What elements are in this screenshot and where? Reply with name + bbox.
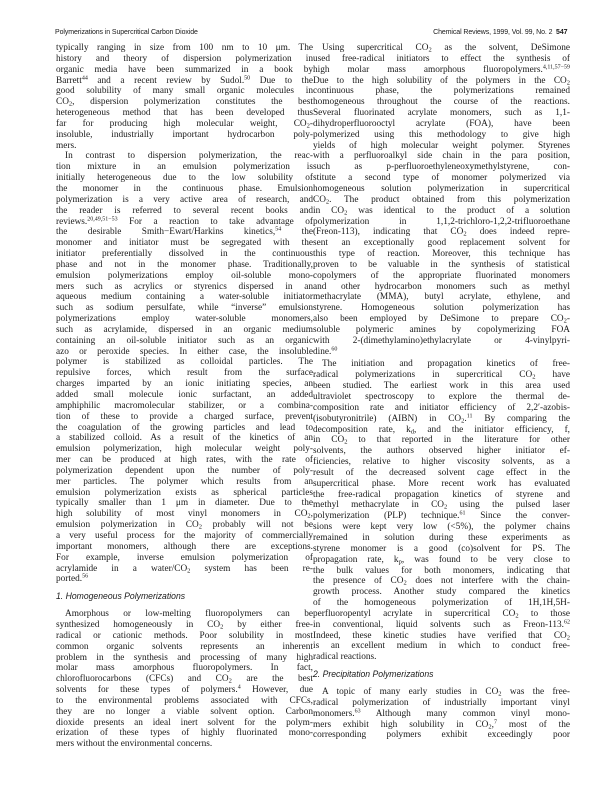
text-line: and other hydrocarbon monomers such as methyl [313,281,570,292]
text-line: stitute a second type of monomer polymerized via [313,173,570,184]
text-line: in conventional, liquid solvents such as Freon-113.62 [313,619,570,630]
subscript: 2 [403,579,407,587]
text-line: polymerized using this methodology to give high [313,129,570,140]
paragraph [313,359,570,663]
text-line: polymerizations employ water-soluble monomers, [56,314,313,325]
text-line: also been employed by DeSimone to prepare $CO_2-$ [313,314,570,325]
text-line: of the homogeneous polymerization of 1H,1H,5H- [313,598,570,609]
text-line: used free-radical initiators to effect the synthesis of [313,53,570,64]
text-line: typically ranging in size from 100 nm to 10 μm. The [56,43,313,53]
text-line: Amorphous or low-melting fluoropolymers can be [65,609,313,620]
text-line: chlorofluorocarbons (CFCs) and $CO_2$ are the best [56,674,314,685]
text-line: Due to the high solubility of the polymers in the $CO_2$ [313,75,570,87]
text-line: polymer is stabilized as colloidal particles. The [56,357,313,368]
text-line: supercritical phase. More recent work has evaluated [313,478,570,489]
citation-superscript: 60 [331,346,338,353]
text-line: azo or peroxide species. In either case, the insoluble [56,346,313,357]
running-title: Polymerizations in Supercritical Carbon Dioxide [55,27,198,36]
subscript: 2 [187,567,191,574]
text-line: tion mixture in an emulsion polymerization is [56,162,313,173]
text-line: continuous phase, the polymerizations remained [313,86,570,97]
text-line: repulsive forces, which result from the surface [56,368,313,379]
text-line: the desirable Smith−Ewart/Harkins kinetics,$^{54}$ the [56,226,313,238]
right-column [313,43,570,741]
subscript: 2 [463,230,467,238]
text-line: they are no longer a viable solvent option. Carbon [56,706,313,717]
text-line: added small molecule ionic surfactant, an added [56,390,313,400]
subscript: 2 [344,438,348,446]
text-line: A topic of many early studies in $CO_2$ was the free- [322,687,570,698]
paragraph [313,687,570,741]
subscript: 2 [566,79,570,87]
text-line: homogeneous solution polymerization in supercritical [313,183,570,194]
text-line: remained in solution during these experiments as [313,532,570,543]
text-line: such as p-perfluoroethyleneoxymethylstyrene, con- [313,162,570,173]
text-line: phase and not in the monomer phase. Traditionally, [56,259,313,270]
text-line: the free-radical propagation kinetics of styrene and [313,489,570,500]
text-line: dine.$^{60}$ [313,346,338,357]
text-line: a very useful process for the majority of commercially [56,530,313,541]
text-line: styrene monomer is a good (co)solvent for PS. The [313,543,570,554]
text-line: radical polymerization of industrially important vinyl [313,697,570,708]
text-line: ultraviolet spectroscopy to explore the thermal de- [313,392,570,402]
journal-citation [433,27,567,36]
text-line: methacrylate (MMA), butyl acrylate, ethylene, and [313,292,570,303]
text-line: initiator preferentially dissolved in the continuous [56,249,313,260]
text-line: in $CO_2$ to that reported in the literature for other [313,435,570,446]
text-line: polymerization in 1,1,2-trichloro-1,2,2-trifluoroethane [313,216,570,227]
citation-superscript: 63 [354,708,361,715]
citation-superscript: 54 [275,226,282,233]
text-line: Barrett$^{44}$ and a recent review by Sudol.$^{50}$ Due to the [56,75,313,86]
text-line: mer particles. The polymer which results from an [56,476,313,487]
text-line: emulsion polymerization exists as spherical particles [56,487,313,498]
text-line: mers. [56,140,77,151]
text-line: mer can be produced at high rates, with the rate of [56,455,313,466]
text-line: such as acrylamide, dispersed in an organic medium [56,324,313,335]
text-line: emulsion polymerizations employ oil-soluble mono- [56,270,313,281]
citation-superscript: 62 [564,619,570,626]
subscript: 2 [228,677,232,685]
text-line: copolymers of the appropriate fluorinated monomers [313,270,570,281]
text-line: erization of these types of highly fluorinated mono- [56,728,313,739]
citation-superscript: 20,49,51−53 [87,216,118,222]
text-line: polymerization dependent upon the number of poly- [56,465,313,476]
text-line: styrene. Homogeneous solution polymerization has [313,303,570,314]
page-number: 547 [556,27,568,36]
text-line: solvents for these types of polymers.$^4$ However, due [56,684,313,696]
text-line: important monomers, although there are exceptions. [56,541,313,552]
text-line: In contrast to dispersion polymerization, the reac- [65,151,313,162]
text-line: result of the decreased solvent cage effect in the [313,467,570,478]
citation-superscript: 50 [244,75,251,82]
section-heading-homogeneous: 1. Homogeneous Polymerizations [56,591,186,603]
citation-superscript: 7 [493,719,497,726]
text-line: amphiphilic macromolecular stabilizer, or a combina- [56,400,313,411]
subscript: 2 [444,503,448,511]
text-line: mers exhibit high solubility in $CO_2,^7$ most of the [313,719,570,731]
citation-superscript: 61 [459,510,466,517]
text-line: such as sodium persulfate, while “inverse” emulsion [56,303,313,314]
subscript: 2 [488,723,492,731]
text-line: Using supercritical $CO_2$ as the solvent, DeSimone [322,43,570,54]
text-line: monomer and initiator must be segregated with the [56,238,313,249]
text-line: tion of these to provide a charged surface, prevent [56,411,313,422]
text-line: molar mass amorphous fluoropolymers. In fact, [56,663,313,674]
text-line: insoluble, industrially important hydrocarbon poly- [56,129,313,140]
text-line: with a perfluoroalkyl side chain in the para position, [313,151,570,162]
text-line: homogeneous throughout the course of the reactions. [313,97,570,108]
text-line: perfluoropentyl acrylate in supercritical $CO_2$ to those [313,608,570,620]
text-line: aqueous medium containing a water-soluble initiator [56,292,313,303]
running-header [55,27,568,39]
subscript: 2 [532,373,536,381]
text-line: propagation rate, $k_p$, was found to be very close to [313,554,570,566]
text-line: in $CO_2$ was identical to the product of a solution [313,205,570,217]
subscript: 2 [461,417,465,425]
text-line: with 2-(dimethylamino)ethylacrylate or 4-vinylpyri- [313,335,570,346]
subscript: 2 [198,523,202,531]
citation-superscript: 4,11,57−59 [542,64,570,71]
text-line: Indeed, these kinetic studies have verified that $CO_2$ [313,630,570,642]
text-line: good solubility of many small organic molecules in [56,86,313,97]
subscript: 2 [307,512,311,520]
text-line: radical or cationic methods. Poor solubility in most [56,630,313,641]
text-line: this type of reaction. Moreover, this technique has [313,249,570,260]
text-line: the bulk values for both monomers, indicating that [313,565,570,576]
text-line: far for producing high molecular weight, $CO_2-$ [56,118,313,130]
text-line: been studied. The earliest work in this area used [313,381,570,392]
text-line: composition rate and initiator efficiency of 2,2′-azobis- [313,402,570,413]
text-line: acrylamide in a water/$CO_2$ system has been re- [56,563,313,574]
text-line: to the environmental problems associated with CFCs, [56,695,313,706]
text-line: sent an exceptionally good replacement solvent for [313,238,570,249]
subscript: p [398,558,402,566]
text-line: Several fluorinated acrylate monomers, such as 1,1- [313,108,570,119]
text-line: synthesized homogeneously in $CO_2$ by either free- [56,620,313,631]
section-heading-precipitation: 2. Precipitation Polymerizations [313,669,434,681]
text-line: the coagulation of the growing particles and lead to [56,422,313,433]
text-line: ficiencies, relative to higher viscosity solvents, as a [313,457,570,468]
paragraph [56,151,313,585]
subscript: 2 [563,317,567,325]
text-line: yields of high molecular weight polymer. Styrenes [313,140,570,151]
text-line: monomers.$^{63}$ Although many common vinyl mono- [313,708,570,719]
text-line: radical polymerizations in supercritical $CO_2$ have [313,370,571,381]
text-line: For example, inverse emulsion polymerization of [56,552,313,563]
paragraph [56,43,313,151]
text-line: charges imparted by an ionic initiating species, an [56,379,313,390]
text-line: mers such as acrylics or styrenics dispersed in an [56,281,313,292]
text-line: containing an oil-soluble initiator such as an organic [56,335,313,346]
text-line: solvents, the authors observed higher initiator ef- [313,446,570,457]
text-line: sions were kept very low (<5%), the polymer chains [313,522,570,533]
text-line: initially heterogeneous due to the low solubility of [56,173,313,184]
subscript: 2 [566,634,570,642]
text-line: soluble polymeric amines by copolymerizing FOA [313,324,570,335]
text-line: is an excellent medium in which to conduct free- [313,641,570,652]
text-line: the reader is referred to several recent books and [56,205,313,216]
subscript: d [410,428,415,436]
text-line: reviews.$^{20,49,51-53}$ For a reaction to take advantage of [56,216,313,227]
text-line: common organic solvents represents an inherent [56,641,313,652]
subscript: 2 [325,198,330,206]
text-line: $CO_2$. The product obtained from this polymerization [313,194,570,206]
text-line: typically smaller than 1 μm in diameter. Due to the [56,498,313,509]
text-line: polymerization is a very active area of research, and [56,194,313,205]
subscript: 2 [344,209,348,217]
subscript: 2 [428,46,432,54]
text-line: corresponding polymers exhibit exceedingly poor [313,730,570,741]
text-line: emulsion polymerization in $CO_2$ probably will not be [56,520,313,531]
text-line: (isobutyronitrile) (AIBN) in $CO_2.^{11}$ By comparing the [313,413,570,425]
text-line: $CO_2$, dispersion polymerization constitutes the best [56,97,313,108]
text-line: the monomer in the continuous phase. Emulsion [56,183,313,194]
text-line: high molar mass amorphous fluoropolymers.$^{4,11,57-59}$ [313,64,570,75]
text-line: emulsion polymerization, high molecular weight poly- [56,444,313,455]
text-line: growth process. Another study compared the kinetics [313,587,570,598]
citation-superscript: 56 [82,573,89,580]
text-line: the presence of $CO_2$ does not interfere with the chain- [313,576,570,587]
text-line: organic media have been summarized in a book by [56,64,313,75]
journal-name: Chemical Reviews, 1999, Vol. 99, No. 2 [433,27,553,36]
text-line: mers without the environmental concerns. [56,739,213,750]
citation-superscript: 4 [237,684,241,691]
subscript: 2 [68,100,73,108]
text-line: methyl methacrylate in $CO_2$ using the pulsed laser [313,500,571,511]
text-line: proven to be valuable in the synthesis of statistical [313,259,570,270]
subscript: 2 [220,623,224,631]
text-line: (Freon-113), indicating that $CO_2$ does indeed repre- [313,227,570,238]
left-column [56,43,313,750]
text-line: radical reactions. [313,652,377,663]
text-line: polymerization (PLP) technique.$^{61}$ Since the conver- [313,510,570,522]
subscript: 2 [515,612,519,620]
subscript: 2 [306,122,310,130]
text-line: dihydroperfluorooctyl acrylate (FOA), have been [313,118,570,129]
citation-superscript: 44 [81,75,88,82]
citation-superscript: 11 [466,413,473,420]
text-line: heterogeneous method that has been developed thus [56,108,313,119]
text-line: a stabilized colloid. As a result of the kinetics of an [56,433,313,444]
text-line: dioxide presents an ideal inert solvent for the polym- [56,717,313,728]
text-line: problem in the synthesis and processing of many high [56,652,313,663]
subscript: 2 [498,690,502,698]
text-line: high solubility of most vinyl monomers in $CO_2$, [56,509,313,520]
text-line: ported.$^{56}$ [56,573,89,585]
text-line: The initiation and propagation kinetics of free- [322,359,570,370]
paragraph [56,609,313,750]
paragraph [313,43,570,357]
text-line: history and theory of dispersion polymerization in [56,53,313,64]
text-line: decomposition rate, $k_d$, and the initiator efficiency, f, [313,424,571,436]
